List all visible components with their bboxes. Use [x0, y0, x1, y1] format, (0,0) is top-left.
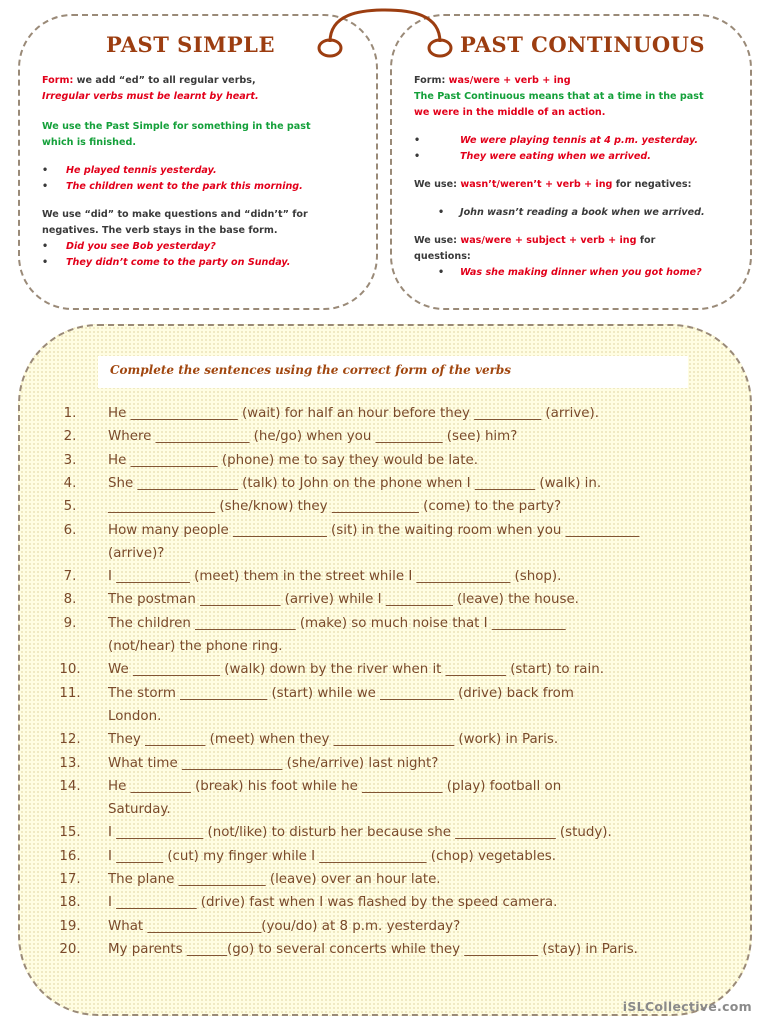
q-line-2: questions: [414, 251, 471, 262]
item-number: 2. [63, 429, 77, 445]
neg-example: • John wasn’t reading a book when we arrived. [438, 207, 705, 218]
item-sentence: I _____________ (not/like) to disturb her because she _______________ (study). [108, 825, 612, 841]
q-suffix: for [639, 235, 656, 246]
meaning-line-1: The Past Continuous means that at a time in the past [414, 91, 704, 102]
item-sentence: I _______ (cut) my finger while I ________________ (chop) vegetables. [108, 848, 557, 864]
item-sentence: Saturday. [108, 802, 171, 818]
item-sentence: The postman ____________ (arrive) while I __________ (leave) the house. [108, 592, 579, 608]
item-number: 15. [59, 825, 81, 841]
item-number: 18. [59, 895, 81, 911]
example-1: • We were playing tennis at 4 p.m. yesterday. [414, 135, 699, 146]
example-2: • They were eating when we arrived. [414, 151, 651, 162]
q-label: We use: [414, 235, 457, 246]
item-sentence: He _____________ (phone) me to say they would be late. [108, 452, 479, 468]
form-text: was/were + verb + ing [448, 75, 571, 86]
item-sentence: My parents ______(go) to several concerts while they ___________ (stay) in Paris. [108, 941, 638, 957]
item-number: 16. [59, 848, 81, 864]
question-example-2: • They didn’t come to the party on Sunday. [42, 257, 291, 268]
q-form: was/were + subject + verb + ing [460, 235, 637, 246]
item-sentence: The plane _____________ (leave) over an hour late. [108, 872, 441, 887]
item-number: 1. [63, 406, 77, 421]
item-number: 11. [59, 685, 81, 701]
item-number: 12. [59, 732, 81, 748]
question-example-1: • Did you see Bob yesterday? [42, 241, 216, 252]
item-sentence: I ___________ (meet) them in the street while I ______________ (shop). [108, 569, 562, 585]
item-sentence: He ________________ (wait) for half an hour before they __________ (arrive). [108, 406, 599, 421]
item-sentence: We _____________ (walk) down by the river when it _________ (start) to rain. [108, 662, 604, 678]
footer-brand: iSLCollective.com [622, 999, 752, 1014]
item-sentence: (arrive)? [108, 545, 165, 561]
item-number: 6. [63, 522, 77, 538]
item-number: 14. [59, 778, 81, 794]
item-sentence: Where ______________ (he/go) when you __________ (see) him? [108, 429, 518, 445]
item-sentence: (not/hear) the phone ring. [108, 638, 283, 654]
item-number: 10. [59, 662, 81, 678]
item-sentence: What time _______________ (she/arrive) last night? [108, 755, 439, 771]
item-sentence: He _________ (break) his foot while he ____________ (play) football on [108, 778, 562, 794]
item-number: 7. [63, 569, 77, 585]
question-rule-line-1: We use “did” to make questions and “didn’t” for [42, 209, 308, 220]
neg-label: We use: [414, 179, 457, 190]
neg-form: wasn’t/weren’t + verb + ing [460, 179, 613, 190]
item-sentence: ________________ (she/know) they _____________ (come) to the party? [108, 499, 562, 515]
item-sentence: What _________________(you/do) at 8 p.m. yesterday? [108, 918, 461, 934]
question-rule-line-2: negatives. The verb stays in the base form. [42, 225, 278, 236]
item-number: 9. [63, 615, 77, 631]
item-number: 4. [63, 475, 77, 491]
item-number: 19. [59, 918, 81, 934]
item-sentence: I ____________ (drive) fast when I was flashed by the speed camera. [108, 895, 558, 911]
form-label: Form: [414, 75, 446, 86]
item-sentence: She _______________ (talk) to John on the phone when I _________ (walk) in. [108, 475, 602, 491]
q-example: • Was she making dinner when you got home? [438, 267, 702, 278]
item-number: 17. [59, 872, 81, 887]
example-2: • The children went to the park this morning. [42, 181, 303, 192]
item-number: 13. [59, 755, 81, 771]
item-sentence: The children _______________ (make) so much noise that I ___________ [108, 615, 566, 631]
past-simple-title: PAST SIMPLE [106, 32, 275, 57]
neg-suffix: for negatives: [615, 179, 692, 190]
past-continuous-title: PAST CONTINUOUS [460, 32, 706, 57]
exercise-instruction: Complete the sentences using the correct form of the verbs [110, 363, 512, 377]
item-number: 20. [59, 941, 81, 957]
form-text: we add “ed” to all regular verbs, [76, 75, 256, 86]
item-sentence: The storm _____________ (start) while we ___________ (drive) back from [108, 685, 574, 701]
irregular-note: Irregular verbs must be learnt by heart. [42, 91, 259, 102]
item-number: 8. [63, 592, 77, 608]
example-1: • He played tennis yesterday. [42, 165, 217, 176]
usage-line-1: We use the Past Simple for something in the past [42, 121, 311, 132]
item-number: 5. [63, 499, 77, 515]
item-sentence: London. [108, 708, 162, 724]
usage-line-2: which is finished. [42, 137, 136, 148]
meaning-line-2: we were in the middle of an action. [414, 107, 606, 118]
item-sentence: How many people ______________ (sit) in the waiting room when you ___________ [108, 522, 640, 538]
item-sentence: They _________ (meet) when they __________________ (work) in Paris. [108, 732, 559, 748]
item-number: 3. [63, 452, 77, 468]
form-label: Form: [42, 75, 74, 86]
